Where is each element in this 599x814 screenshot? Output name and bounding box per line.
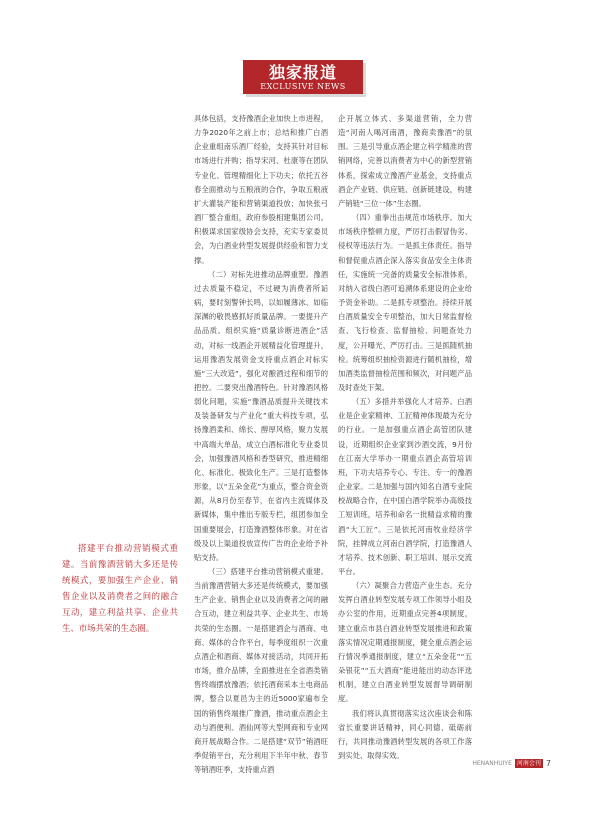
section-header bbox=[243, 60, 363, 94]
section-title: 独家报道 bbox=[268, 63, 337, 82]
article-column-2 bbox=[338, 112, 472, 763]
page-number: 7 bbox=[545, 759, 551, 768]
paragraph: 企开展立体式、多渠道营销，全力营造“河南人喝河南酒，豫商卖豫酒”的氛围。三是引导重点酒企建立科学精准的营销网络，完善以消费者为中心的新型营销体系，探索成立豫酒产业基金，支持重点酒企产业链、供应链、创新链建设，构建产销链“三位一体”生态圈。 bbox=[338, 114, 472, 208]
paragraph: 具体包括，支持豫酒企业加快上市进程，力争2020年之前上市；总结和推广白酒企业重组南乐酒厂经验，支持其针对目标市场进行并购；指导宋河、杜康等在团队专业化、管理精细化上下功夫；依托五谷春全面推动与五粮液的合作，争取五粮液扩大灌装产能和营销渠道投放；加快张弓酒厂整合重组，政府参股相建集团公司。积极谋求国家级协会支持，充实专家委员会，为白酒业转型发展提供经验和智力支撑。 bbox=[194, 114, 328, 265]
footer-brand: HENANHUIYE bbox=[472, 760, 512, 767]
page-footer bbox=[472, 759, 551, 768]
paragraph: 我们将认真贯彻落实这次座谈会和陈省长重要讲话精神，同心同德、砥砺前行，共同推动豫酒转型发展的各项工作落到实处、取得实效。 bbox=[338, 708, 472, 761]
paragraph: （五）多措并举强化人才培养。白酒业是企业家精神、工匠精神体现最为充分的行业。一是加强重点酒企高管团队建设，近期组织企业家到沙酒交流，9月份在江南大学举办一期重点酒企高管培训班，下功夫培养专心、专注、专一的豫酒企业家。二是加强与国内知名白酒专业院校战略合作，在中国白酒学院举办高级技工短训班，培养和命名一批精益求精的豫酒“大工匠”。三是依托河南牧业经济学院，挂牌成立河南白酒学院，打造豫酒人才培养、技术创新、职工培训、展示交流平台。 bbox=[338, 397, 472, 576]
section-subtitle: EXCLUSIVE NEWS bbox=[260, 82, 346, 91]
footer-tag: 河南会刊 bbox=[516, 760, 541, 767]
pull-quote: 搭建平台推动营销模式重建。当前豫酒营销大多还是传统模式，要加强生产企业、销售企业以及消费者之间的融合互动，建立利益共享、企业共生、市场共荣的生态圈。 bbox=[62, 543, 178, 633]
paragraph: （六）凝聚合力营造产业生态。充分发挥白酒业转型发展专项工作领导小组及办公室的作用，近期重点完善4项制度，建立重点市县白酒业转型发展推进和政策落实情况定期通报制度，健全重点酒企运行情况季通报制度，建立“五朵金花”“五朵银花”“五大酒商”能进能出的动态评选机制，建立白酒业转型发展督导调研制度。 bbox=[338, 581, 472, 704]
paragraph: （三）搭建平台推动营销模式重建。当前豫酒营销大多还是传统模式，要加强生产企业、销售企业以及消费者之间的融合互动，建立利益共享、企业共生、市场共荣的生态圈。一是搭建酒企与酒商、电商、媒体的合作平台，每季度组织一次重点酒企和酒商、媒体对接活动，共同开拓市场，推介品牌，全面推进在全省酒类销售终端摆放豫酒；依托酒商采本土电商品牌，整合以夏邑为主的近5000家遍布全国的销售终端推广豫酒，推动重点酒企主动与酒便利、酒仙网等大型网商和专业网商开展战略合作。二是搭建“双节”销酒旺季促销平台，充分利用下半年中秋、春节等销酒旺季，支持重点酒 bbox=[194, 567, 328, 775]
paragraph: （二）对标先进推动品牌重塑。豫酒过去质量不稳定，不过硬为消费者所诟病，要时刻警钟长鸣，以如履薄冰、如临深渊的敬畏感抓好质量品牌。一要提升产品品质。组织实施“质量诊断进酒企”活动，对标一线酒企开展精益化管理提升，运用豫酒发展资金支持重点酒企对标实施“三大改造”，强化对酿酒过程和细节的把控。二要突出豫酒特色。针对豫酒风格弱化问题，实施“豫酒品质提升关键技术及装备研发与产业化”重大科技专项，弘扬豫酒柔和、绵长、醇厚风格，聚力发展中高端大单品，成立白酒标准化专业委员会，加强豫酒风格和香型研究，推进精细化、标准化、极致化生产。三是打造整体形象，以“五朵金花”为重点，整合资金资源，从8月份至春节，在省内主流媒体及新媒体，集中推出专版专栏，组团参加全国重要展会，打造豫酒整体形象。对在省级及以上渠道投放宣传广告的企业给予补贴支持。 bbox=[194, 269, 328, 562]
paragraph: （四）重拳出击规范市场秩序。加大市场秩序整顿力度，严厉打击假冒伪劣、侵权等违法行为。一是抓主体责任。指导和督促重点酒企深入落实食品安全主体责任，实施统一完备的质量安全标准体系，对纳入省级白酒可追溯体系建设的企业给予资金补助。二是抓专项整治。持续开展白酒质量安全专项整治，加大日常监督检查、飞行检查、监督抽检、问题查处力度，公开曝光、严厉打击。三是抓随机抽检。统筹组织抽检资源进行随机抽检，增加酒类监督抽检范围和频次，对问题产品及时查处下架。 bbox=[338, 213, 472, 392]
article-column-1 bbox=[194, 112, 328, 777]
